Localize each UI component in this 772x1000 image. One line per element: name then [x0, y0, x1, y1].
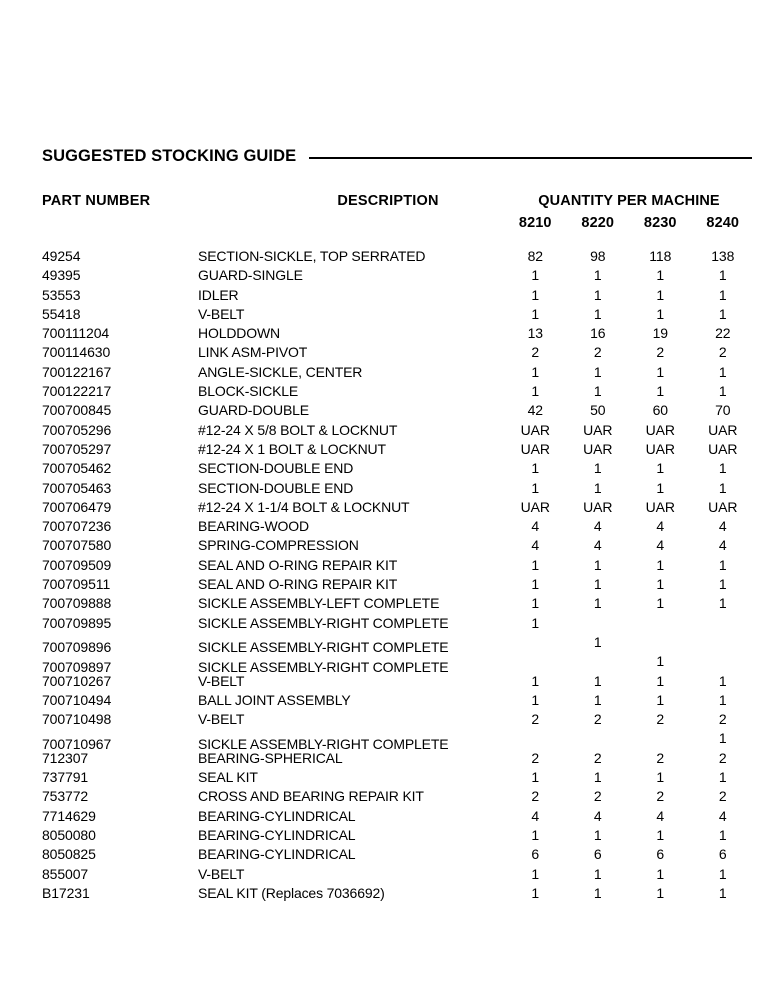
- cell-quantity-8240: 1: [718, 363, 727, 380]
- cell-quantity-8220: 1: [593, 556, 602, 573]
- cell-quantity-group: [504, 691, 754, 710]
- cell-quantity-group: [504, 575, 754, 594]
- cell-quantity-8210: 1: [531, 672, 540, 689]
- cell-quantity-8240: UAR: [708, 421, 738, 438]
- cell-part-number: 700707580: [42, 537, 112, 554]
- cell-quantity-8240: 1: [718, 691, 727, 708]
- cell-quantity-group: [504, 865, 754, 884]
- cell-quantity-8230: 118: [649, 248, 672, 264]
- cell-quantity-8230: UAR: [645, 440, 675, 457]
- cell-quantity-8220: 1: [593, 595, 602, 612]
- cell-quantity-group: [504, 787, 754, 806]
- cell-quantity-8220: 1: [593, 267, 602, 284]
- cell-description: BEARING-CYLINDRICAL: [198, 826, 356, 843]
- machine-model-8220: 8220: [581, 215, 615, 231]
- cell-part-number: 700709509: [42, 556, 112, 573]
- cell-quantity-8220: 1: [593, 383, 602, 400]
- cell-quantity-group: [504, 421, 754, 440]
- cell-quantity-8240: 4: [718, 807, 727, 824]
- cell-quantity-8220: UAR: [583, 498, 613, 515]
- cell-part-number: 8050080: [42, 826, 96, 843]
- cell-quantity-8210: 2: [531, 788, 540, 805]
- cell-quantity-8230: [629, 614, 692, 633]
- cell-quantity-8220: 1: [593, 305, 602, 322]
- table-row: [42, 865, 754, 884]
- cell-quantity-8210: 1: [531, 769, 540, 786]
- machine-model-8240: 8240: [706, 215, 740, 231]
- cell-quantity-group: [504, 382, 754, 401]
- cell-quantity-8230: 19: [652, 325, 668, 342]
- cell-quantity-8220: 4: [593, 518, 602, 535]
- table-row: [42, 672, 754, 691]
- cell-description: GUARD-SINGLE: [198, 267, 303, 284]
- table-row: [42, 787, 754, 806]
- cell-part-number: 855007: [42, 865, 89, 882]
- cell-description: IDLER: [198, 286, 239, 303]
- cell-part-number: 700707236: [42, 518, 112, 535]
- cell-description: #12-24 X 1-1/4 BOLT & LOCKNUT: [198, 498, 410, 515]
- cell-quantity-group: [504, 594, 754, 613]
- cell-description: V-BELT: [198, 305, 245, 322]
- cell-part-number: 753772: [42, 788, 89, 805]
- cell-part-number: 700705296: [42, 421, 112, 438]
- cell-quantity-8230: UAR: [645, 498, 675, 515]
- cell-quantity-group: [504, 286, 754, 305]
- cell-description: GUARD-DOUBLE: [198, 402, 309, 419]
- cell-quantity-8210: UAR: [520, 440, 550, 457]
- cell-quantity-8240: 1: [718, 769, 727, 786]
- cell-quantity-8240: 70: [715, 402, 731, 419]
- cell-description: V-BELT: [198, 711, 245, 728]
- cell-quantity-8240: 1: [718, 672, 727, 689]
- cell-part-number: 700710967: [42, 735, 112, 752]
- cell-part-number: 700710267: [42, 672, 112, 689]
- cell-quantity-8210: 1: [531, 595, 540, 612]
- cell-quantity-8210: 1: [531, 286, 540, 303]
- cell-quantity-group: [504, 401, 754, 420]
- cell-quantity-8220: 1: [593, 672, 602, 689]
- table-row: [42, 363, 754, 382]
- table-row: [42, 556, 754, 575]
- cell-part-number: 700114630: [42, 344, 111, 361]
- cell-quantity-8220: 1: [593, 691, 602, 708]
- cell-part-number: 700700845: [42, 402, 112, 419]
- cell-quantity-8220: 50: [590, 402, 606, 419]
- cell-description: SECTION-SICKLE, TOP SERRATED: [198, 248, 426, 264]
- cell-part-number: B17231: [42, 884, 90, 901]
- cell-quantity-8240: 1: [718, 286, 727, 303]
- cell-quantity-group: [504, 884, 754, 903]
- table-row: [42, 691, 754, 710]
- cell-quantity-8210: 2: [531, 344, 540, 361]
- parts-table-body: [42, 247, 754, 903]
- cell-quantity-8220: UAR: [583, 440, 613, 457]
- cell-quantity-8210: 1: [531, 383, 540, 400]
- cell-description: LINK ASM-PIVOT: [198, 344, 308, 361]
- cell-quantity-group: [504, 517, 754, 536]
- cell-part-number: 700705462: [42, 460, 112, 477]
- cell-quantity-8240: 1: [718, 267, 727, 284]
- cell-quantity-8210: 1: [531, 826, 540, 843]
- table-row: [42, 633, 754, 656]
- cell-quantity-8220: 1: [593, 286, 602, 303]
- cell-quantity-8210: 2: [531, 711, 540, 728]
- table-row: [42, 575, 754, 594]
- cell-quantity-8230: 1: [656, 305, 665, 322]
- cell-quantity-8230: 1: [656, 691, 665, 708]
- cell-quantity-8230: 1: [656, 826, 665, 843]
- cell-quantity-group: [504, 614, 754, 633]
- cell-quantity-8230: 1: [656, 460, 665, 477]
- cell-quantity-8220: 1: [593, 576, 602, 593]
- cell-quantity-8220: 1: [593, 460, 602, 477]
- cell-quantity-8210: 13: [527, 325, 543, 342]
- cell-quantity-8210: 1: [531, 556, 540, 573]
- table-column-headers: [42, 193, 754, 239]
- cell-quantity-8240: [692, 614, 755, 633]
- cell-quantity-8210: 82: [527, 248, 543, 264]
- cell-description: SECTION-DOUBLE END: [198, 479, 354, 496]
- cell-quantity-8240: 1: [718, 305, 727, 322]
- cell-description: SPRING-COMPRESSION: [198, 537, 359, 554]
- cell-quantity-8240: 1: [718, 595, 727, 612]
- title-block: [42, 144, 752, 168]
- cell-quantity-8210: 1: [531, 691, 540, 708]
- cell-description: SEAL AND O-RING REPAIR KIT: [198, 556, 398, 573]
- cell-description: #12-24 X 5/8 BOLT & LOCKNUT: [198, 421, 398, 438]
- cell-quantity-group: [504, 247, 754, 266]
- cell-description: SEAL AND O-RING REPAIR KIT: [198, 576, 398, 593]
- table-row: [42, 343, 754, 362]
- cell-quantity-8210: 1: [531, 865, 540, 882]
- cell-quantity-8230: [629, 729, 692, 748]
- cell-quantity-8210: [504, 652, 567, 671]
- table-row: [42, 884, 754, 903]
- cell-quantity-group: [504, 498, 754, 517]
- cell-part-number: 7714629: [42, 807, 96, 824]
- cell-quantity-8230: 1: [656, 383, 665, 400]
- cell-quantity-8240: 1: [718, 460, 727, 477]
- cell-quantity-8230: 1: [656, 267, 665, 284]
- cell-quantity-8240: 1: [718, 383, 727, 400]
- table-row: [42, 517, 754, 536]
- cell-quantity-group: [504, 710, 754, 729]
- cell-part-number: 700111204: [42, 325, 110, 342]
- cell-quantity-8210: 4: [531, 537, 540, 554]
- cell-quantity-8220: 2: [593, 788, 602, 805]
- cell-quantity-8240: 22: [715, 325, 731, 342]
- cell-quantity-8240: 6: [718, 846, 727, 863]
- cell-quantity-8230: [629, 633, 692, 652]
- cell-description: BALL JOINT ASSEMBLY: [198, 691, 351, 708]
- cell-quantity-8210: 1: [531, 305, 540, 322]
- cell-quantity-8210: UAR: [520, 498, 550, 515]
- cell-description: HOLDDOWN: [198, 325, 281, 342]
- cell-quantity-8230: 4: [656, 807, 665, 824]
- table-row: [42, 826, 754, 845]
- cell-part-number: 700705463: [42, 479, 112, 496]
- cell-quantity-group: [504, 633, 754, 652]
- cell-quantity-8220: [567, 614, 630, 633]
- cell-part-number: 53553: [42, 286, 81, 303]
- cell-quantity-8210: 1: [531, 614, 540, 631]
- cell-quantity-group: [504, 826, 754, 845]
- table-row: [42, 594, 754, 613]
- page-title: SUGGESTED STOCKING GUIDE: [42, 146, 297, 165]
- machine-model-8210: 8210: [518, 215, 552, 231]
- cell-quantity-group: [504, 749, 754, 768]
- table-row: [42, 401, 754, 420]
- cell-quantity-8210: [504, 633, 567, 652]
- table-row: [42, 768, 754, 787]
- cell-quantity-8220: UAR: [583, 421, 613, 438]
- cell-description: SEAL KIT: [198, 769, 258, 786]
- cell-quantity-group: [504, 768, 754, 787]
- cell-quantity-group: [504, 343, 754, 362]
- cell-quantity-8210: 1: [531, 267, 540, 284]
- cell-quantity-8230: 2: [656, 749, 665, 766]
- cell-quantity-group: [504, 324, 754, 343]
- cell-quantity-8240: [692, 633, 755, 652]
- cell-quantity-8220: 1: [593, 363, 602, 380]
- cell-description: CROSS AND BEARING REPAIR KIT: [198, 788, 424, 805]
- cell-quantity-8240: 2: [718, 788, 727, 805]
- table-row: [42, 382, 754, 401]
- table-row: [42, 536, 754, 555]
- table-row: [42, 614, 754, 633]
- cell-quantity-8240: 4: [718, 518, 727, 535]
- cell-quantity-8240: 138: [711, 248, 735, 264]
- cell-part-number: 737791: [42, 769, 89, 786]
- cell-description: V-BELT: [198, 672, 245, 689]
- cell-description: BEARING-SPHERICAL: [198, 749, 343, 766]
- cell-quantity-8220: 1: [593, 884, 602, 901]
- table-row: [42, 286, 754, 305]
- cell-quantity-8210: 6: [531, 846, 540, 863]
- table-row: [42, 845, 754, 864]
- cell-quantity-8230: 1: [656, 576, 665, 593]
- table-row: [42, 498, 754, 517]
- table-row: [42, 729, 754, 752]
- cell-quantity-8240: 2: [718, 749, 727, 766]
- cell-part-number: 49395: [42, 267, 81, 284]
- cell-quantity-8240: UAR: [708, 498, 738, 515]
- cell-quantity-8230: UAR: [645, 421, 675, 438]
- cell-quantity-8230: 2: [656, 344, 665, 361]
- table-row: [42, 807, 754, 826]
- table-row: [42, 479, 754, 498]
- cell-quantity-8230: 1: [656, 865, 665, 882]
- cell-part-number: 700706479: [42, 498, 112, 515]
- cell-quantity-8230: 1: [656, 769, 665, 786]
- cell-quantity-group: [504, 266, 754, 285]
- cell-description: BEARING-WOOD: [198, 518, 309, 535]
- cell-part-number: 700709511: [42, 576, 111, 593]
- cell-quantity-8240: 1: [718, 479, 727, 496]
- cell-quantity-group: [504, 479, 754, 498]
- cell-part-number: 700709888: [42, 595, 112, 612]
- cell-description: SICKLE ASSEMBLY-RIGHT COMPLETE: [198, 639, 449, 656]
- cell-quantity-8230: 1: [656, 479, 665, 496]
- cell-quantity-group: [504, 845, 754, 864]
- cell-quantity-8210: 1: [531, 576, 540, 593]
- machine-model-8230: 8230: [643, 215, 677, 231]
- cell-description: BEARING-CYLINDRICAL: [198, 846, 356, 863]
- cell-quantity-8220: 2: [593, 711, 602, 728]
- cell-quantity-group: [504, 459, 754, 478]
- cell-part-number: 700705297: [42, 440, 112, 457]
- cell-part-number: 49254: [42, 248, 81, 264]
- cell-quantity-8230: 4: [656, 518, 665, 535]
- cell-quantity-group: [504, 363, 754, 382]
- cell-quantity-8240: 1: [718, 730, 727, 747]
- cell-quantity-8230: 4: [656, 537, 665, 554]
- cell-quantity-8230: 1: [656, 884, 665, 901]
- cell-quantity-8240: 2: [718, 711, 727, 728]
- cell-part-number: 700122217: [42, 383, 112, 400]
- cell-quantity-8220: 4: [593, 807, 602, 824]
- cell-quantity-8220: [567, 652, 630, 671]
- cell-quantity-group: [504, 807, 754, 826]
- cell-description: ANGLE-SICKLE, CENTER: [198, 363, 363, 380]
- cell-part-number: 700710494: [42, 691, 112, 708]
- cell-description: SEAL KIT (Replaces 7036692): [198, 884, 385, 901]
- cell-quantity-8220: 1: [593, 826, 602, 843]
- table-row: [42, 324, 754, 343]
- machine-model-subheaders: [504, 215, 754, 231]
- cell-quantity-8210: 1: [531, 460, 540, 477]
- cell-description: SICKLE ASSEMBLY-LEFT COMPLETE: [198, 595, 440, 612]
- cell-quantity-8240: [692, 652, 755, 671]
- cell-part-number: 700709895: [42, 614, 112, 631]
- table-row: [42, 305, 754, 324]
- cell-quantity-8240: 1: [718, 884, 727, 901]
- cell-quantity-8210: 1: [531, 884, 540, 901]
- cell-quantity-8240: 2: [718, 344, 727, 361]
- cell-quantity-8220: 6: [593, 846, 602, 863]
- cell-part-number: 8050825: [42, 846, 96, 863]
- cell-quantity-8220: 1: [593, 479, 602, 496]
- cell-description: BEARING-CYLINDRICAL: [198, 807, 356, 824]
- cell-quantity-group: [504, 536, 754, 555]
- table-row: [42, 440, 754, 459]
- cell-quantity-8210: 4: [531, 518, 540, 535]
- cell-quantity-8230: 2: [656, 788, 665, 805]
- cell-quantity-8220: 98: [590, 248, 606, 264]
- cell-quantity-8210: 1: [531, 363, 540, 380]
- cell-part-number: 700710498: [42, 711, 112, 728]
- cell-description: SICKLE ASSEMBLY-RIGHT COMPLETE: [198, 735, 449, 752]
- cell-quantity-group: [504, 672, 754, 691]
- cell-quantity-group: [504, 729, 754, 748]
- cell-quantity-group: [504, 556, 754, 575]
- cell-quantity-8230: 1: [656, 595, 665, 612]
- cell-quantity-8240: 4: [718, 537, 727, 554]
- cell-quantity-8230: 60: [652, 402, 668, 419]
- cell-quantity-8220: 2: [593, 344, 602, 361]
- column-header-part-number: PART NUMBER: [42, 193, 151, 209]
- cell-description: #12-24 X 1 BOLT & LOCKNUT: [198, 440, 386, 457]
- table-row: [42, 421, 754, 440]
- cell-description: SECTION-DOUBLE END: [198, 460, 354, 477]
- cell-part-number: 700709897: [42, 658, 112, 675]
- cell-quantity-8240: 1: [718, 826, 727, 843]
- cell-part-number: 55418: [42, 305, 81, 322]
- cell-quantity-8220: [567, 729, 630, 748]
- table-row: [42, 459, 754, 478]
- cell-quantity-8210: 1: [531, 479, 540, 496]
- cell-quantity-8210: 42: [527, 402, 543, 419]
- cell-quantity-8240: 1: [718, 865, 727, 882]
- cell-quantity-8210: 2: [531, 749, 540, 766]
- cell-quantity-8210: [504, 729, 567, 748]
- cell-part-number: 700709896: [42, 639, 112, 656]
- cell-quantity-8220: 1: [593, 865, 602, 882]
- cell-description: V-BELT: [198, 865, 245, 882]
- cell-quantity-8220: 16: [590, 325, 606, 342]
- table-row: [42, 247, 754, 266]
- column-header-description: DESCRIPTION: [337, 193, 439, 209]
- cell-quantity-8210: 4: [531, 807, 540, 824]
- cell-quantity-8240: UAR: [708, 440, 738, 457]
- cell-part-number: 700122167: [42, 363, 112, 380]
- cell-description: SICKLE ASSEMBLY-RIGHT COMPLETE: [198, 614, 449, 631]
- cell-quantity-8230: 1: [656, 556, 665, 573]
- cell-quantity-8220: 1: [593, 769, 602, 786]
- cell-quantity-8240: 1: [718, 576, 727, 593]
- cell-quantity-group: [504, 440, 754, 459]
- table-row: [42, 749, 754, 768]
- cell-quantity-8220: 1: [593, 633, 602, 650]
- title-rule-divider: [309, 157, 752, 159]
- cell-quantity-8220: 2: [593, 749, 602, 766]
- cell-quantity-group: [504, 652, 754, 671]
- cell-quantity-8230: 2: [656, 711, 665, 728]
- cell-quantity-8230: 6: [656, 846, 665, 863]
- cell-quantity-8220: 4: [593, 537, 602, 554]
- cell-part-number: 712307: [42, 749, 89, 766]
- cell-quantity-8240: 1: [718, 556, 727, 573]
- cell-quantity-8230: 1: [656, 672, 665, 689]
- column-header-quantity-per-machine: QUANTITY PER MACHINE: [538, 193, 720, 209]
- table-row: [42, 710, 754, 729]
- cell-description: BLOCK-SICKLE: [198, 383, 299, 400]
- cell-quantity-8230: 1: [656, 363, 665, 380]
- table-row: [42, 266, 754, 285]
- cell-quantity-group: [504, 305, 754, 324]
- cell-quantity-8210: UAR: [520, 421, 550, 438]
- cell-quantity-8230: 1: [656, 653, 665, 670]
- cell-description: SICKLE ASSEMBLY-RIGHT COMPLETE: [198, 658, 449, 675]
- cell-quantity-8230: 1: [656, 286, 665, 303]
